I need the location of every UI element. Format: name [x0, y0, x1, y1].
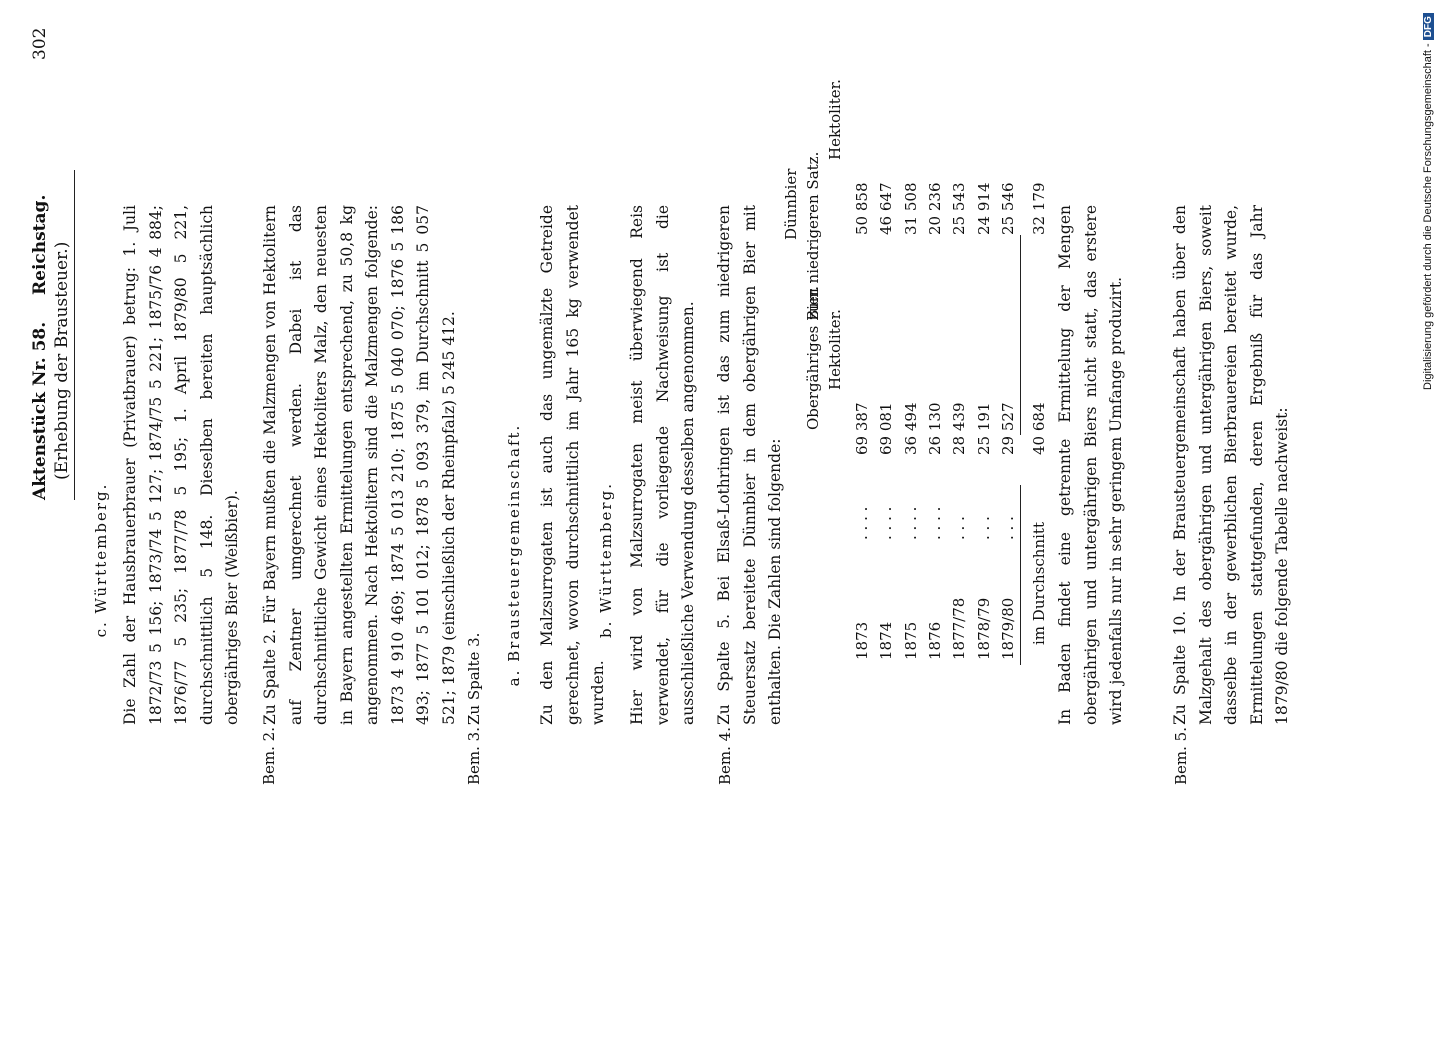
row-year: 1878/79: [974, 597, 993, 660]
bem4-paragraph: Zu Spalte 5. Bei Elsaß-Lothringen ist das zum niedrigeren Steuersatz bereitete Dünnbier in dem obergährigen Bier mit enthalten. Die Zahlen sind folgende:: [715, 205, 784, 725]
row-col2: 31 508: [901, 182, 920, 235]
row-col2: 25 546: [998, 182, 1017, 235]
row-col1: 69 081: [877, 402, 896, 455]
row-year: 1877/78: [950, 597, 969, 660]
dfg-logo: DFG: [1423, 13, 1434, 40]
table-rule-1: [1020, 485, 1021, 665]
col1-header: Obergähriges Bier.: [804, 285, 822, 430]
bem4-label: Bem. 4.: [716, 727, 734, 785]
row-col1: 25 191: [974, 402, 993, 455]
row-col1: 36 494: [901, 402, 920, 455]
row-col2: 24 914: [974, 182, 993, 235]
baden-paragraph: In Baden findet eine getrennte Ermittelung der Mengen obergährigen und untergährigen Biers nicht statt, das erstere wird jedenfalls nur in sehr geringem Umfange produzirt.: [1056, 205, 1125, 725]
row-dots: . . . .: [901, 506, 920, 540]
row-year: 1874: [877, 621, 896, 660]
row-dots: . . . .: [853, 506, 871, 540]
row-year: 1875: [901, 621, 920, 660]
section-c-paragraph: Die Zahl der Hausbrauerbrauer (Privatbrauer) betrug: 1. Juli 1872/73 5 156; 1873/74 5 127; 1874/75 5 221; 1875/76 4 884; 1876/77 5 235; 1877/78 5 195; 1. April 1879/80 5 221, durchschnittlich 5 148. Dieselben bereiten hauptsächlich obergähriges Bier (Weißbier).: [121, 205, 241, 725]
section-c-heading: c. Württemberg.: [92, 482, 110, 638]
baden-text: [1053, 205, 1130, 725]
avg-col2: 32 179: [1030, 182, 1048, 235]
section-c-text: [118, 205, 246, 725]
row-dots: . . .: [974, 516, 993, 540]
row-dots: . . .: [950, 516, 969, 540]
bem4-text: [712, 205, 789, 725]
header-rule: [74, 170, 75, 500]
bem2-paragraph: Zu Spalte 2. Für Bayern mußten die Malzmengen von Hektolitern auf Zentner umgerechnet werden. Dabei ist das durchschnittliche Gewicht eines Hektoliters Malz, den neuesten in Bayern angestellten Ermittelungen entsprechend, zu 50,8 kg angenommen. Nach Hektolitern sind die Malzmengen folgende: 1873 4 910 469; 1874 5 013 210; 1875 5 040 070; 1876 5 186 493; 1877 5 101 012; 1878 5 093 379, im Durchschnitt 5 057 521; 1879 (einschließlich der Rheinpfalz) 5 245 412.: [261, 205, 458, 725]
col2-header-line1: Dünnbier: [782, 168, 800, 240]
row-dots: . . . .: [925, 506, 944, 540]
row-col2: 20 236: [925, 182, 944, 235]
bem2-label: Bem. 2.: [260, 727, 278, 785]
row-year: 1876: [925, 621, 944, 660]
header-left: Reichstag.: [30, 194, 50, 295]
bem5-paragraph: Zu Spalte 10. In der Brausteuergemeinschaft haben über den Malzgehalt des obergährigen und untergährigen Biers, soweit dasselbe in der gewerblichen Bierbrauereien bereitet wurde, Ermittelungen stattgefunden, deren Ergebniß für das Jahr 1879/80 die folgende Tabelle nachweist:: [1171, 205, 1291, 725]
table-rule-2: [1020, 235, 1021, 435]
bem5-label: Bem. 5.: [1172, 727, 1190, 785]
section-a-heading: a. Brausteuergemeinschaft.: [505, 423, 523, 687]
dfg-credit: [1422, 13, 1434, 390]
col1-unit: Hektoliter.: [826, 309, 844, 390]
row-col1: 26 130: [925, 402, 944, 455]
header-right: (Erhebung der Brausteuer.): [52, 241, 72, 480]
section-b-paragraph: Hier wird von Malzsurrogaten meist überwiegend Reis verwendet, für die vorliegende Nachweisung ist die ausschließliche Verwendung desselben angenommen.: [628, 205, 697, 725]
row-dots: . . .: [998, 516, 1017, 540]
row-col2: 46 647: [877, 182, 896, 235]
row-col2: 25 543: [950, 182, 969, 235]
row-col1: 69 387: [853, 402, 871, 455]
row-col1: 28 439: [950, 402, 969, 455]
bem3-label: Bem. 3.: [465, 727, 483, 785]
row-col1: 29 527: [998, 402, 1017, 455]
page-number: 302: [30, 27, 50, 60]
section-b-text: [625, 205, 702, 725]
dfg-text: Digitalisierung gefördert durch die Deutsche Forschungsgemeinschaft -: [1422, 43, 1434, 390]
row-dots: . . . .: [877, 506, 896, 540]
bem5-text: [1168, 205, 1296, 725]
row-year: 1873: [853, 621, 871, 660]
avg-label: im Durchschnitt: [1030, 522, 1048, 645]
section-a-paragraph: Zu den Malzsurrogaten ist auch das ungemälzte Getreide gerechnet, wovon durchschnittlich im Jahr 165 kg verwendet wurden.: [538, 205, 607, 725]
row-year: 1879/80: [998, 597, 1017, 660]
col2-header-line2: zum niedrigeren Satz.: [804, 151, 822, 320]
avg-col1: 40 684: [1030, 402, 1048, 455]
section-b-heading: b. Württemberg.: [597, 482, 615, 638]
header-title: Aktenstück Nr. 58.: [30, 321, 50, 500]
row-col2: 50 858: [853, 182, 871, 235]
bem3-intro: Zu Spalte 3.: [465, 632, 483, 725]
bem2-text: [258, 205, 462, 725]
col2-unit: Hektoliter.: [826, 79, 844, 160]
